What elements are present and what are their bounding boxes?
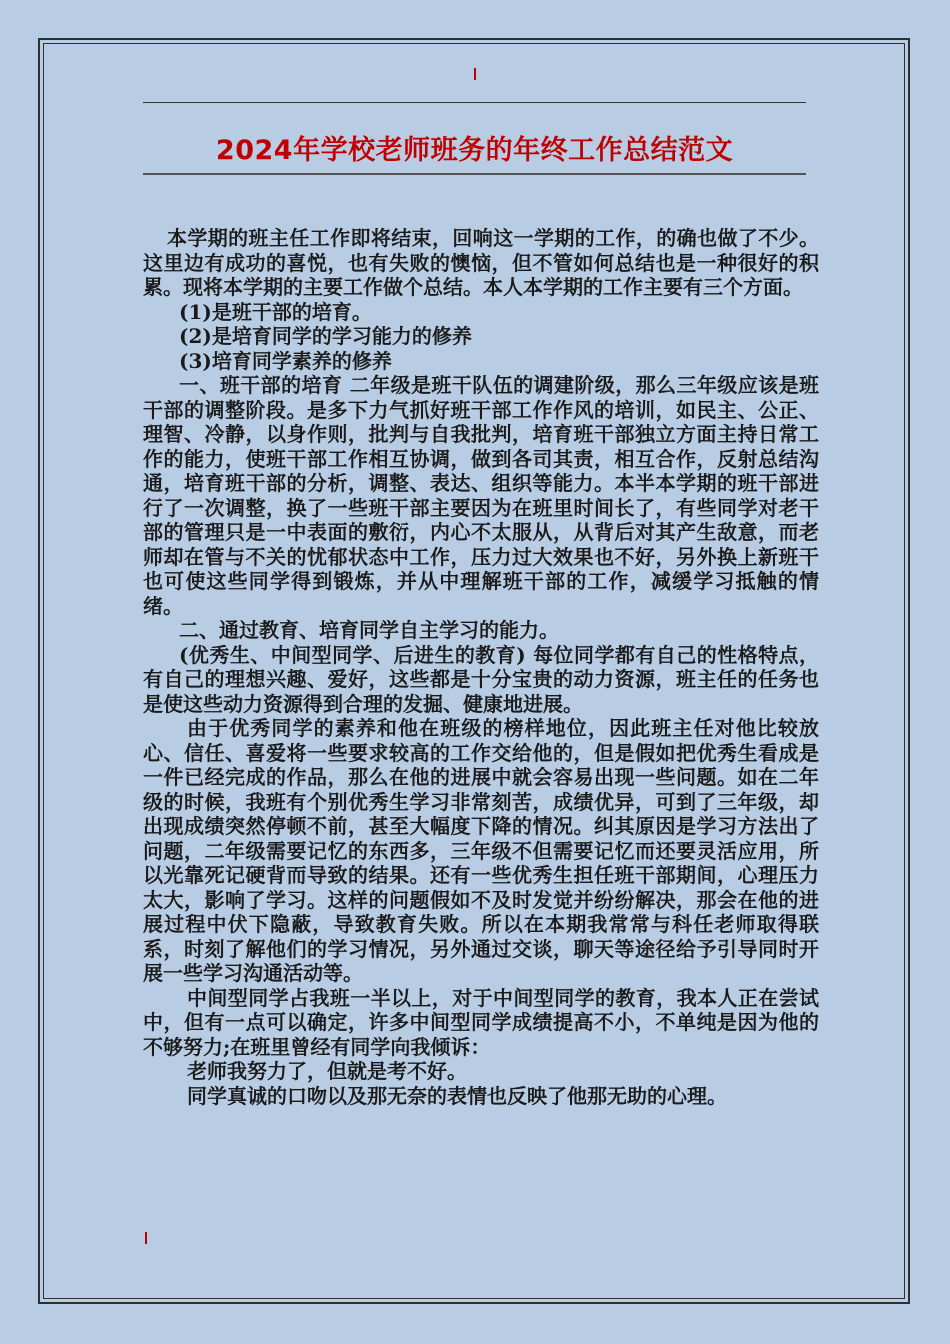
paragraph-closing: 同学真诚的口吻以及那无奈的表情也反映了他那无助的心理。 — [187, 1083, 727, 1108]
title-rule — [143, 173, 806, 175]
paragraph-excellent-students: 由于优秀同学的素养和他在班级的榜样地位，因此班主任对他比较放心、信任、喜爱将一些要求较高的工作交给他的，但是假如把优秀生看成是一件已经完成的作品，那么在他的进展中就会容易出现一些问题。如在二年级的时候，我班有个别优秀生学习非常刻苦，成绩优异，可到了三年级，却出现成绩突然停顿不前，甚至大幅度下降的情况。纠其原因是学习方法出了问题，二年级需要记忆的东西多，三年级不但需要记忆而还要灵活应用，所以光靠死记硬背而导致的结果。还有一些优秀生担任班干部期间，心理压力太大，影响了学习。这样的问题假如不及时发觉并纷纷解决，那会在他的进展过程中伏下隐蔽，导致教育失败。所以在本期我常常与科任老师取得联系，时刻了解他们的学习情况，另外通过交谈，聊天等途径给予引导同时开展一些学习沟通活动等。 — [143, 716, 819, 985]
paragraph-quote: 老师我努力了，但就是考不好。 — [187, 1059, 467, 1083]
paragraph-intro: 本学期的班主任工作即将结束，回响这一学期的工作，的确也做了不少。这里边有成功的喜悦，也有失败的懊恼，但不管如何总结也是一种很好的积累。现将本学期的主要工作做个总结。本人本学期的工作主要有三个方面。 — [143, 226, 819, 299]
footer-mark — [145, 1232, 147, 1244]
paragraph-item-3: (3)培育同学素养的修养 — [179, 348, 392, 373]
header-rule — [143, 102, 806, 103]
paragraph-item-2: (2)是培育同学的学习能力的修养 — [179, 324, 472, 348]
document-body — [143, 226, 819, 1108]
paragraph-section-1: 一、班干部的培育 二年级是班干队伍的调建阶级，那么三年级应该是班干部的调整阶段。是多下力气抓好班干部工作作风的培训，如民主、公正、理智、冷静，以身作则，批判与自我批判，培育班干部独立方面主持日常工作的能力，使班干部工作相互协调，做到各司其责，相互合作，反射总结沟通，培育班干部的分析，调整、表达、组织等能力。本半本学期的班干部进行了一次调整，换了一些班干部主要因为在班里时间长了，有些同学对老干部的管理只是一中表面的敷衍，内心不太服从，从背后对其产生敌意，而老师却在管与不关的忧郁状态中工作，压力过大效果也不好，另外换上新班干也可使这些同学得到锻炼，并从中理解班干部的工作，减缓学习抵触的情绪。 — [143, 373, 819, 618]
paragraph-item-1: (1)是班干部的培育。 — [179, 299, 372, 324]
paragraph-middle-students: 中间型同学占我班一半以上，对于中间型同学的教育，我本人正在尝试中，但有一点可以确定，许多中间型同学成绩提高不小，不单纯是因为他的不够努力;在班里曾经有同学向我倾诉： — [143, 985, 819, 1059]
paragraph-student-types: (优秀生、中间型同学、后进生的教育) 每位同学都有自己的性格特点，有自己的理想兴趣、爱好，这些都是十分宝贵的动力资源，班主任的任务也是使这些动力资源得到合理的发掘、健康地进展。 — [143, 642, 819, 716]
header-mark — [474, 68, 476, 80]
document-title: 2024年学校老师班务的年终工作总结范文 — [215, 135, 734, 166]
paragraph-section-2-heading: 二、通过教育、培育同学自主学习的能力。 — [179, 618, 559, 642]
